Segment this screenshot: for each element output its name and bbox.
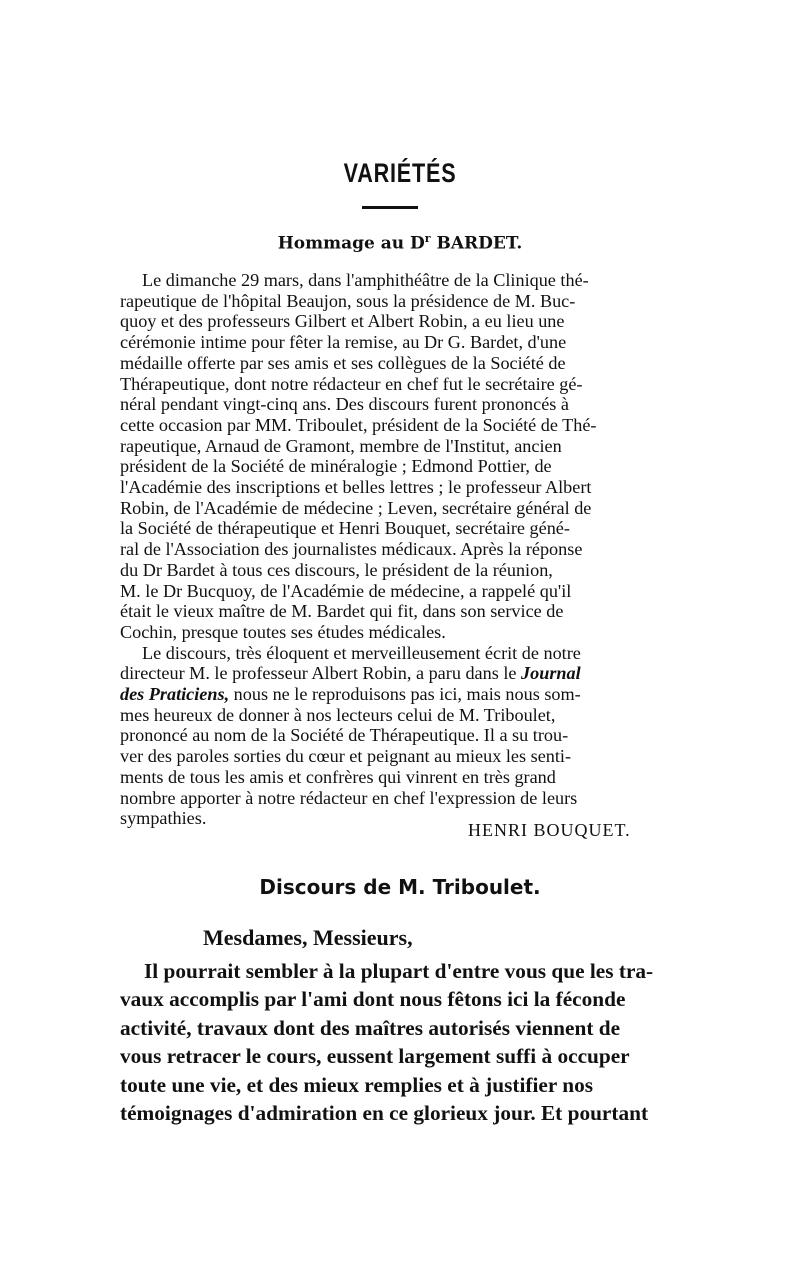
paragraph-line: l'Académie des inscriptions et belles lettres ; le professeur Albert: [120, 477, 592, 498]
paragraph-line: cette occasion par MM. Triboulet, président de la Société de Thé-: [120, 414, 597, 435]
paragraph-line: nombre apporter à notre rédacteur en chef l'expression de leurs: [120, 787, 578, 808]
paragraph-line: M. le Dr Bucquoy, de l'Académie de médecine, a rappelé qu'il: [120, 580, 572, 601]
title-rule: [362, 206, 418, 209]
paragraph-text: directeur M. le professeur Albert Robin, a paru dans le: [120, 663, 522, 684]
speech-line: vaux accomplis par l'ami dont nous fêtons ici la féconde: [120, 987, 626, 1012]
subtitle-sup: r: [424, 232, 431, 245]
paragraph-line: la Société de thérapeutique et Henri Bouquet, secrétaire géné-: [120, 518, 570, 539]
speech-line: activité, travaux dont des maîtres autorisés viennent de: [120, 1015, 621, 1040]
paragraph-line: cérémonie intime pour fêter la remise, au Dr G. Bardet, d'une: [120, 332, 567, 353]
speech-line: Il pourrait sembler à la plupart d'entre vous que les tra-: [144, 959, 654, 983]
paragraph-line: Le dimanche 29 mars, dans l'amphithéâtre de la Clinique thé-: [142, 270, 589, 290]
paragraph-line: prononcé au nom de la Société de Thérapeutique. Il a su trou-: [120, 725, 569, 746]
paragraph-line: du Dr Bardet à tous ces discours, le président de la réunion,: [120, 559, 553, 580]
section-title: VARIÉTÉS: [343, 158, 457, 188]
subtitle-part1: Hommage au D: [277, 233, 425, 254]
paragraph-line: sympathies.: [120, 808, 207, 829]
paragraph-line: néral pendant vingt-cinq ans. Des discours furent prononcés à: [120, 394, 569, 415]
paragraph-line: Le discours, très éloquent et merveilleusement écrit de notre: [142, 642, 581, 663]
paragraph-text: nous ne le reproduisons pas ici, mais nous som-: [229, 684, 581, 705]
paragraph-line: ver des paroles sorties du cœur et peignant au mieux les senti-: [120, 746, 572, 767]
paragraph-line: rapeutique, Arnaud de Gramont, membre de l'Institut, ancien: [120, 435, 562, 456]
paragraph-line: médaille offerte par ses amis et ses collègues de la Société de: [120, 352, 566, 373]
paragraph-line: président de la Société de minéralogie ; Edmond Pottier, de: [120, 456, 552, 477]
subtitle-part2: BARDET.: [430, 233, 523, 254]
paragraph-line: Robin, de l'Académie de médecine ; Leven, secrétaire général de: [120, 497, 592, 518]
salutation: Mesdames, Messieurs,: [203, 925, 413, 950]
speech-title: Discours de M. Triboulet.: [259, 875, 541, 899]
paragraph-line: quoy et des professeurs Gilbert et Albert Robin, a eu lieu une: [120, 311, 565, 332]
paragraph-line: rapeutique de l'hôpital Beaujon, sous la présidence de M. Buc-: [120, 290, 576, 311]
paragraph-line: ments de tous les amis et confrères qui vinrent en très grand: [120, 766, 556, 787]
article-body: [120, 270, 668, 829]
paragraph-line: mes heureux de donner à nos lecteurs celui de M. Triboulet,: [120, 704, 556, 725]
paragraph-line: [120, 684, 668, 705]
journal-title-part2: des Praticiens,: [120, 684, 230, 705]
journal-title-part1: Journal: [521, 663, 581, 684]
paragraph-line: [120, 663, 668, 684]
paragraph-line: était le vieux maître de M. Bardet qui fit, dans son service de: [120, 601, 564, 622]
speech-line: vous retracer le cours, eussent largement suffi à occuper: [120, 1044, 630, 1069]
paragraph-line: Cochin, presque toutes ses études médicales.: [120, 621, 446, 642]
speech-body: [120, 957, 680, 1127]
paragraph-line: Thérapeutique, dont notre rédacteur en chef fut le secrétaire gé-: [120, 373, 583, 394]
signature: HENRI BOUQUET.: [468, 820, 631, 840]
speech-line: toute une vie, et des mieux remplies et à justifier nos: [120, 1072, 594, 1097]
paragraph-line: ral de l'Association des journalistes médicaux. Après la réponse: [120, 539, 583, 560]
speech-line: témoignages d'admiration en ce glorieux jour. Et pourtant: [120, 1101, 649, 1126]
article-subtitle: [0, 232, 800, 254]
